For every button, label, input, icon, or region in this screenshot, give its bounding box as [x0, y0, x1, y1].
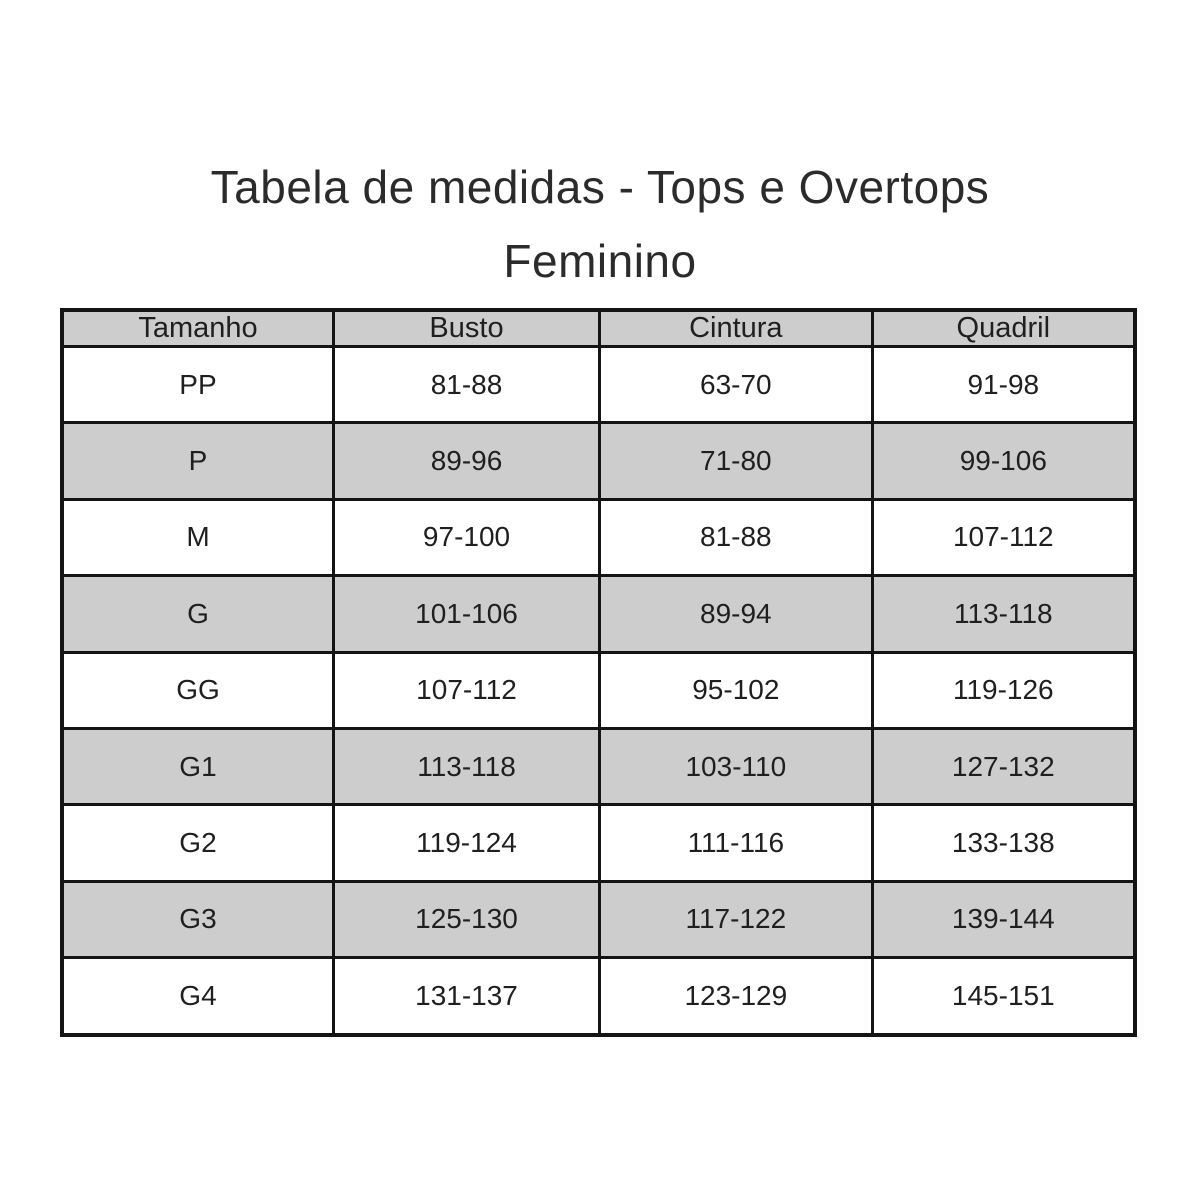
table-cell: 81-88: [600, 499, 873, 575]
table-cell: P: [62, 423, 333, 499]
table-cell: PP: [62, 347, 333, 423]
table-cell: 91-98: [872, 347, 1135, 423]
table-row-g: [62, 576, 1135, 652]
table-cell: 89-96: [333, 423, 599, 499]
table-row-m: [62, 499, 1135, 575]
table-cell: 125-130: [333, 881, 599, 957]
table-cell: 107-112: [333, 652, 599, 728]
table-cell: 101-106: [333, 576, 599, 652]
table-cell: GG: [62, 652, 333, 728]
table-cell: 113-118: [333, 728, 599, 804]
table-cell: 63-70: [600, 347, 873, 423]
table-cell: 103-110: [600, 728, 873, 804]
table-row-gg: [62, 652, 1135, 728]
table-header-row: [62, 310, 1135, 347]
table-cell: 81-88: [333, 347, 599, 423]
table-row-g2: [62, 805, 1135, 881]
page-title: [0, 150, 1200, 298]
table-cell: 97-100: [333, 499, 599, 575]
table-cell: G4: [62, 958, 333, 1036]
table-cell: 123-129: [600, 958, 873, 1036]
table-cell: 95-102: [600, 652, 873, 728]
table-row-g1: [62, 728, 1135, 804]
page-title-line1: Tabela de medidas - Tops e Overtops: [210, 161, 990, 213]
table-cell: 107-112: [872, 499, 1135, 575]
measurements-table: [60, 308, 1137, 1037]
table-cell: G: [62, 576, 333, 652]
table-row-p: [62, 423, 1135, 499]
column-header-cintura: Cintura: [600, 310, 873, 347]
table-cell: 145-151: [872, 958, 1135, 1036]
table-cell: 119-126: [872, 652, 1135, 728]
column-header-quadril: Quadril: [872, 310, 1135, 347]
table-cell: 111-116: [600, 805, 873, 881]
table-cell: G1: [62, 728, 333, 804]
table-cell: 139-144: [872, 881, 1135, 957]
table-cell: 113-118: [872, 576, 1135, 652]
table-cell: 99-106: [872, 423, 1135, 499]
table-cell: M: [62, 499, 333, 575]
table-cell: 89-94: [600, 576, 873, 652]
table-cell: 127-132: [872, 728, 1135, 804]
table-cell: G2: [62, 805, 333, 881]
table-row-pp: [62, 347, 1135, 423]
table-cell: 71-80: [600, 423, 873, 499]
table-row-g4: [62, 958, 1135, 1036]
column-header-tamanho: Tamanho: [62, 310, 333, 347]
column-header-busto: Busto: [333, 310, 599, 347]
table-cell: 117-122: [600, 881, 873, 957]
table-cell: G3: [62, 881, 333, 957]
page-title-line2: Feminino: [503, 235, 697, 287]
table-cell: 133-138: [872, 805, 1135, 881]
table-row-g3: [62, 881, 1135, 957]
table-cell: 119-124: [333, 805, 599, 881]
table-cell: 131-137: [333, 958, 599, 1036]
